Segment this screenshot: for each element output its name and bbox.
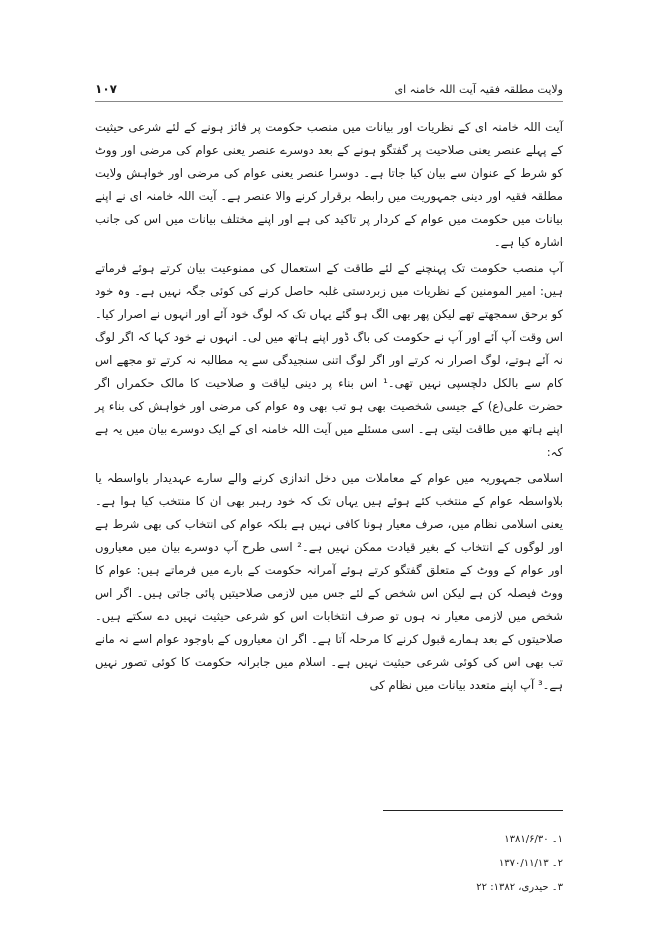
- body-text: [95, 116, 563, 700]
- footnotes: [313, 828, 563, 900]
- page-header: [95, 78, 563, 100]
- header-divider: [95, 101, 563, 102]
- footnote: ۱۔ ۱۳۸۱/۶/۳۰: [504, 834, 563, 845]
- paragraph: آپ منصب حکومت تک پہنچنے کے لئے طاقت کے استعمال کی ممنوعیت بیان کرتے ہوئے فرماتے ہیں: امیر المومنین کے نظریات میں زبردستی غلبہ حاصل کرنے کی کوئی جگہ نہیں ہے۔ وہ خود کو برحق سمجھتے تھے لیکن پھر بھی الگ ہو گئے یہاں تک کہ لوگ خود آئے اور انہوں نے اصرار کیا۔ اس وقت آپ آئے اور آپ نے حکومت کی باگ ڈور اپنے ہاتھ میں لی۔ انہوں نے خود کہا کہ اگر لوگ نہ آئے ہوتے، لوگ اصرار نہ کرتے اور اگر لوگ اتنی سنجیدگی سے یہ مطالبہ نہ کرتے تو مجھے اس کام سے بالکل دلچسپی نہیں تھی۔¹ اس بناء پر دینی لیاقت و صلاحیت کا مالک حکمراں اگر حضرت علی(ع) کے جیسی شخصیت بھی ہو تب بھی وہ عوام کی مرضی اور خواہش کی بناء پر اپنے ہاتھ میں طاقت لیتی ہے۔ اسی مسئلے میں آیت اللہ خامنہ ای کے ایک دوسرے بیان میں یہ ہے کہ:: [95, 261, 563, 459]
- paragraph: اسلامی جمہوریہ میں عوام کے معاملات میں دخل اندازی کرنے والے سارے عہدیدار باواسطہ یا بلاواسطہ عوام کے منتخب کئے ہوئے ہیں یہاں تک کہ خود رہبر بھی ان کا منتخب کیا ہوا ہے۔ یعنی اسلامی نظام میں، صرف معیار ہونا کافی نہیں ہے بلکہ عوام کی انتخاب کی بھی شرط ہے اور لوگوں کے انتخاب کے بغیر قیادت ممکن نہیں ہے۔² اسی طرح آپ دوسرے بیان میں معیاروں اور عوام کے ووٹ کے متعلق گفتگو کرتے ہوئے آمرانہ حکومت کے بارے میں فرماتے ہیں: عوام کا ووٹ فیصلہ کن ہے لیکن اس شخص کے لئے جس میں لازمی صلاحیتیں پائی جاتی ہیں۔ اگر اس شخص میں لازمی معیار نہ ہوں تو صرف انتخابات اس کو شرعی حیثیت نہیں دے سکتے ہیں۔ صلاحیتوں کے بعد ہمارے قبول کرنے کا مرحلہ آتا ہے۔ اگر ان معیاروں کے باوجود عوام اسے نہ مانے تب بھی اس کی کوئی شرعی حیثیت نہیں ہے۔ اسلام میں جابرانہ حکومت کا کوئی تصور نہیں ہے۔³ آپ اپنے متعدد بیانات میں نظام کی: [95, 471, 563, 692]
- running-title: ولایت مطلقہ فقیہ آیت اللہ خامنہ ای: [394, 82, 563, 96]
- paragraph: آیت اللہ خامنہ ای کے نظریات اور بیانات میں منصب حکومت پر فائز ہونے کے لئے شرعی حیثیت کے پہلے عنصر یعنی صلاحیت پر گفتگو ہونے کے بعد دوسرے عنصر یعنی عوام کی مرضی اور ووٹ کو شرط کے عنوان سے بیان کیا جاتا ہے۔ دوسرا عنصر یعنی عوام کی مرضی اور خواہش ولایت مطلقہ فقیہ اور دینی جمہوریت میں رابطہ برقرار کرنے والا عنصر ہے۔ آیت اللہ خامنہ ای نے اپنے بیانات میں حکومت میں عوام کے کردار پر تاکید کی ہے اور اپنے مختلف بیانات میں اس کی جانب اشارہ کیا ہے۔: [95, 120, 563, 249]
- footnote-divider: [383, 810, 563, 811]
- footnote: ۲۔ ۱۳۷۰/۱۱/۱۳: [498, 858, 563, 869]
- page-number: ۱۰۷: [95, 82, 117, 96]
- footnote: ۳۔ حیدری، ۱۳۸۲: ۲۲: [476, 882, 563, 893]
